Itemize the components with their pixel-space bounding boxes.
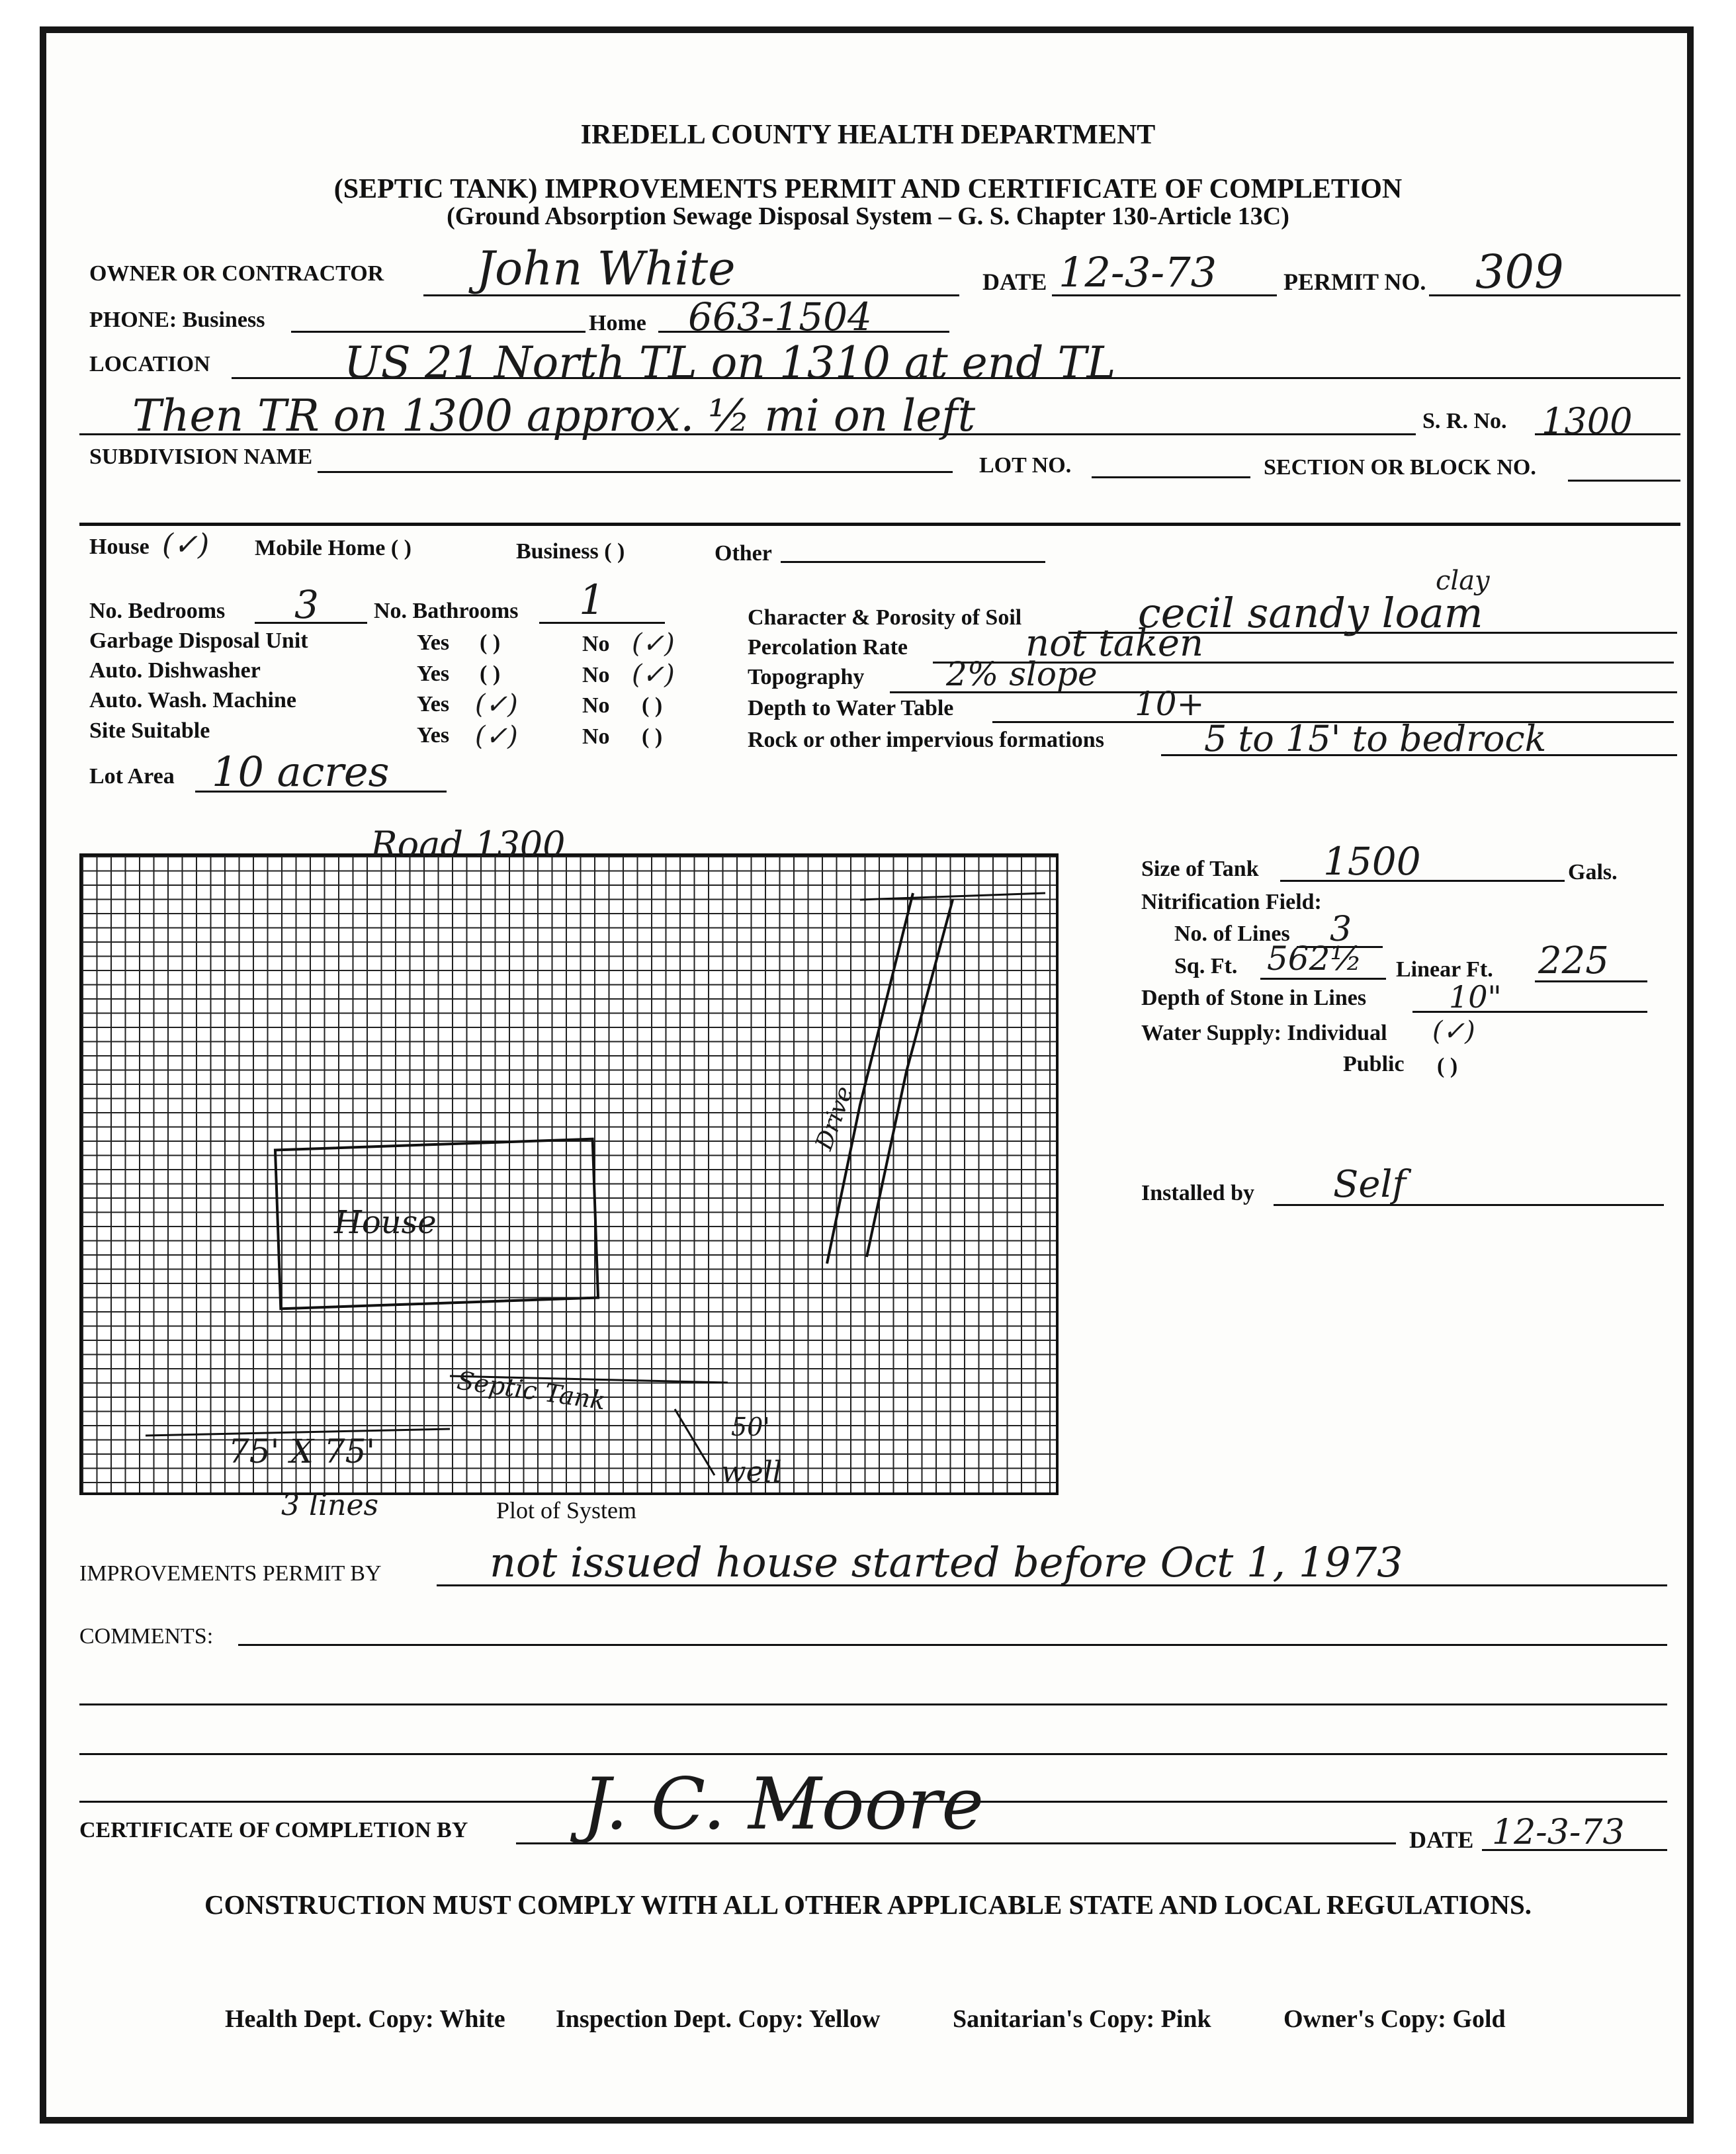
tank-size-value: 1500 bbox=[1323, 839, 1421, 884]
phone-home-label: Home bbox=[589, 311, 646, 335]
rock-formations-label: Rock or other impervious formations bbox=[748, 728, 1104, 752]
tank-size-unit: Gals. bbox=[1568, 860, 1618, 884]
linear-ft-value: 225 bbox=[1538, 939, 1609, 982]
copy-sanitarian: Sanitarian's Copy: Pink bbox=[953, 2005, 1211, 2033]
copy-owner: Owner's Copy: Gold bbox=[1283, 2005, 1506, 2033]
wash-machine-no-checkbox[interactable]: ( ) bbox=[642, 693, 663, 718]
water-public-checkbox[interactable]: ( ) bbox=[1437, 1054, 1458, 1078]
water-table-value: 10+ bbox=[1135, 685, 1205, 723]
site-suitable-label: Site Suitable bbox=[89, 718, 210, 743]
site-suitable-yes-label: Yes bbox=[417, 723, 450, 748]
installed-by-value: Self bbox=[1333, 1163, 1407, 1206]
wash-machine-yes-checkbox[interactable]: (✓) bbox=[475, 689, 518, 720]
certificate-date-value: 12-3-73 bbox=[1492, 1813, 1625, 1852]
bathrooms-label: No. Bathrooms bbox=[374, 599, 519, 623]
topography-value: 2% slope bbox=[946, 655, 1098, 693]
location-line-1: US 21 North TL on 1310 at end TL bbox=[344, 337, 1116, 388]
dishwasher-label: Auto. Dishwasher bbox=[89, 658, 261, 683]
soil-note-value: clay bbox=[1436, 566, 1490, 596]
phone-home-value: 663-1504 bbox=[688, 294, 872, 339]
section-label: SECTION OR BLOCK NO. bbox=[1264, 455, 1536, 480]
drive-label: Drive bbox=[810, 1082, 859, 1154]
no-of-lines-value: 3 bbox=[1330, 910, 1352, 949]
bathrooms-value: 1 bbox=[579, 576, 605, 624]
permit-no-value: 309 bbox=[1475, 245, 1564, 299]
garbage-disposal-label: Garbage Disposal Unit bbox=[89, 628, 308, 653]
water-supply-label: Water Supply: Individual bbox=[1141, 1021, 1387, 1045]
improvements-permit-label: IMPROVEMENTS PERMIT BY bbox=[79, 1561, 382, 1586]
no-of-lines-label: No. of Lines bbox=[1174, 922, 1290, 946]
form-subtitle: (Ground Absorption Sewage Disposal System – G. S. Chapter 130-Article 13C) bbox=[447, 202, 1289, 230]
rock-formations-value: 5 to 15' to bedrock bbox=[1204, 718, 1547, 759]
garbage-no-label: No bbox=[582, 632, 610, 656]
site-suitable-yes-checkbox[interactable]: (✓) bbox=[475, 721, 518, 752]
site-suitable-no-label: No bbox=[582, 724, 610, 749]
certificate-label: CERTIFICATE OF COMPLETION BY bbox=[79, 1818, 468, 1842]
date-label: DATE bbox=[982, 269, 1047, 295]
perc-rate-label: Percolation Rate bbox=[748, 635, 908, 660]
water-public-label: Public bbox=[1343, 1052, 1405, 1076]
perc-rate-value: not taken bbox=[1025, 622, 1204, 665]
bedrooms-label: No. Bedrooms bbox=[89, 599, 226, 623]
wash-machine-label: Auto. Wash. Machine bbox=[89, 688, 296, 712]
certificate-date-label: DATE bbox=[1409, 1827, 1474, 1853]
wash-machine-yes-label: Yes bbox=[417, 692, 450, 716]
location-label: LOCATION bbox=[89, 352, 210, 376]
compliance-notice: CONSTRUCTION MUST COMPLY WITH ALL OTHER APPLICABLE STATE AND LOCAL REGULATIONS. bbox=[204, 1889, 1532, 1920]
water-table-label: Depth to Water Table bbox=[748, 696, 954, 720]
soil-character-label: Character & Porosity of Soil bbox=[748, 605, 1022, 630]
soil-character-value: cecil sandy loam bbox=[1138, 589, 1483, 637]
water-individual-checkbox[interactable]: (✓) bbox=[1432, 1016, 1475, 1047]
form-title: (SEPTIC TANK) IMPROVEMENTS PERMIT AND CERTIFICATE OF COMPLETION bbox=[333, 174, 1403, 204]
garbage-yes-label: Yes bbox=[417, 630, 450, 655]
permit-no-label: PERMIT NO. bbox=[1283, 269, 1426, 295]
garbage-no-checkbox[interactable]: (✓) bbox=[632, 628, 675, 659]
wash-machine-no-label: No bbox=[582, 693, 610, 718]
septic-tank-label: Septic Tank bbox=[455, 1365, 608, 1416]
stone-depth-value: 10" bbox=[1449, 979, 1502, 1015]
sr-no-value: 1300 bbox=[1541, 400, 1633, 442]
other-label: Other bbox=[715, 541, 772, 566]
nitrification-label: Nitrification Field: bbox=[1141, 890, 1322, 914]
owner-label: OWNER OR CONTRACTOR bbox=[89, 261, 384, 286]
sq-ft-value: 562½ bbox=[1267, 939, 1362, 978]
house-label: House bbox=[89, 535, 150, 559]
topography-label: Topography bbox=[748, 665, 865, 689]
house-plot-label: House bbox=[334, 1204, 437, 1241]
linear-ft-label: Linear Ft. bbox=[1396, 957, 1493, 982]
sq-ft-label: Sq. Ft. bbox=[1174, 954, 1238, 978]
road-label: Road 1300 bbox=[370, 824, 566, 865]
date-value: 12-3-73 bbox=[1059, 248, 1217, 296]
improvements-permit-value: not issued house started before Oct 1, 1973 bbox=[490, 1538, 1403, 1586]
copy-inspection: Inspection Dept. Copy: Yellow bbox=[556, 2005, 881, 2033]
house-checkbox[interactable]: (✓) bbox=[162, 528, 210, 562]
distance-label: 50' bbox=[731, 1412, 770, 1442]
site-suitable-no-checkbox[interactable]: ( ) bbox=[642, 724, 663, 749]
lot-area-label: Lot Area bbox=[89, 764, 175, 789]
comments-label: COMMENTS: bbox=[79, 1624, 214, 1649]
business-option[interactable]: Business ( ) bbox=[516, 539, 625, 564]
subdivision-label: SUBDIVISION NAME bbox=[89, 445, 313, 469]
stone-depth-label: Depth of Stone in Lines bbox=[1141, 986, 1367, 1010]
sr-no-label: S. R. No. bbox=[1422, 409, 1507, 433]
owner-value: John White bbox=[476, 241, 736, 296]
bedrooms-value: 3 bbox=[294, 582, 319, 627]
mobile-home-option[interactable]: Mobile Home ( ) bbox=[255, 536, 412, 560]
lines-count: 3 lines bbox=[281, 1488, 379, 1522]
tank-size-label: Size of Tank bbox=[1141, 857, 1259, 881]
phone-business-label: PHONE: Business bbox=[89, 308, 265, 332]
garbage-yes-checkbox[interactable]: ( ) bbox=[480, 630, 501, 655]
location-line-2: Then TR on 1300 approx. ½ mi on left bbox=[132, 390, 976, 441]
lot-no-label: LOT NO. bbox=[979, 453, 1072, 478]
dishwasher-no-label: No bbox=[582, 663, 610, 687]
installed-by-label: Installed by bbox=[1141, 1181, 1254, 1205]
lot-area-value: 10 acres bbox=[212, 748, 390, 796]
dishwasher-no-checkbox[interactable]: (✓) bbox=[632, 660, 675, 690]
signature: J. C. Moore bbox=[582, 1763, 984, 1846]
copy-health: Health Dept. Copy: White bbox=[225, 2005, 505, 2033]
dishwasher-yes-checkbox[interactable]: ( ) bbox=[480, 662, 501, 686]
dishwasher-yes-label: Yes bbox=[417, 662, 450, 686]
department-heading: IREDELL COUNTY HEALTH DEPARTMENT bbox=[580, 120, 1156, 150]
well-label: well bbox=[721, 1455, 782, 1489]
lines-dimensions: 75' X 75' bbox=[228, 1432, 376, 1471]
plot-caption: Plot of System bbox=[496, 1497, 637, 1524]
